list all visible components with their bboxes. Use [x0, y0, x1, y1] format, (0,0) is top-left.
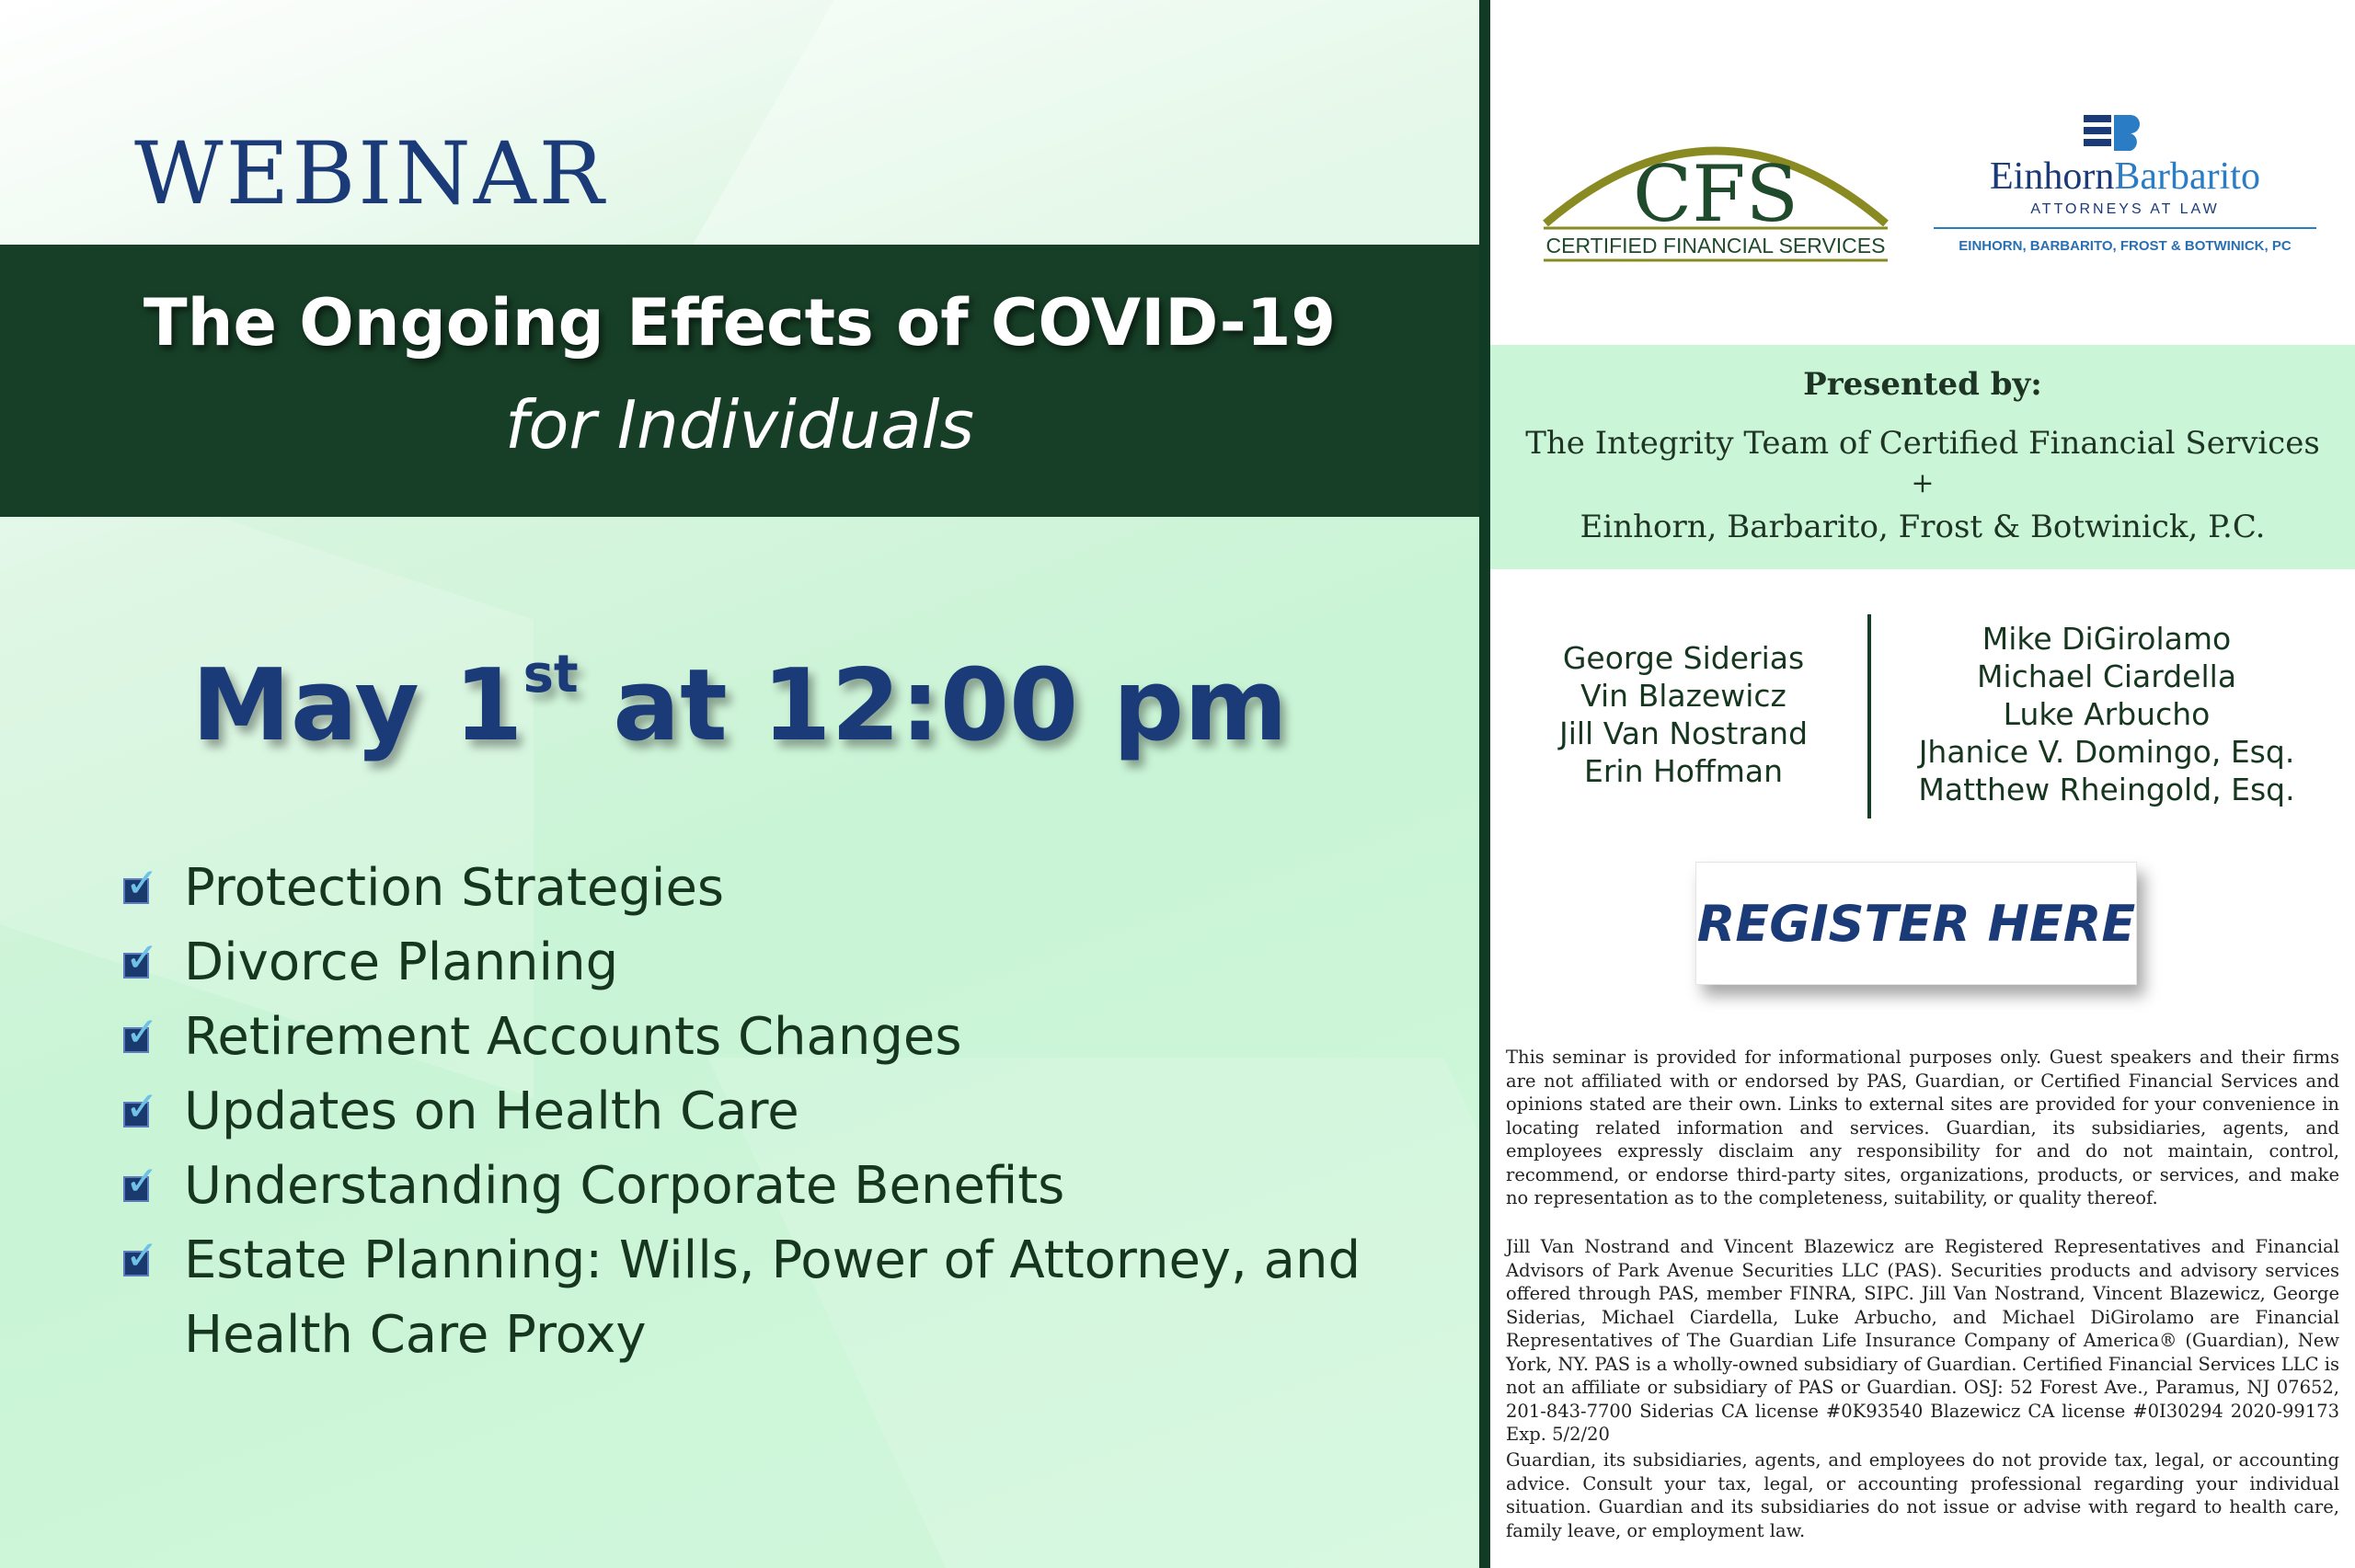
topic-item [120, 1000, 1407, 1074]
topic-label: Divorce Planning [184, 933, 619, 992]
checkbox-icon: ✓ [125, 1083, 159, 1130]
topic-item [120, 1149, 1407, 1223]
topic-list [120, 851, 1407, 1372]
speaker-name: Luke Arbucho [2003, 696, 2211, 732]
disclaimer-paragraph: Guardian, its subsidiaries, agents, and employees do not provide tax, legal, or accounting advice. Consult your tax, legal, or accounting professional regarding your individual situation. Guardian and its subsidiaries do not issue or advise with regard to health care, family leave, or employment law. [1506, 1449, 2339, 1541]
einhorn-barbarito-logo [1932, 110, 2318, 267]
topic-item-continued [120, 1298, 1407, 1372]
topic-label: Protection Strategies [184, 858, 725, 918]
topic-label: Estate Planning: Wills, Power of Attorney, and [184, 1230, 1361, 1290]
presenter-org-2: Einhorn, Barbarito, Frost & Botwinick, P.C. [1580, 509, 2266, 545]
topic-item [120, 925, 1407, 1000]
topic-label: Understanding Corporate Benefits [184, 1156, 1065, 1216]
register-button[interactable]: REGISTER HERE [1695, 862, 2137, 985]
speakers-divider [1867, 614, 1871, 818]
disclaimer-paragraph: This seminar is provided for informational purposes only. Guest speakers and their firms are not affiliated with or endorsed by PAS, Guardian, or Certified Financial Services and opinions stated are their own. Links to external sites are provided for your convenience in locating related information and services. Guardian, its subsidiaries, agents, and employees expressly disclaim any responsibility for and do not maintain, control, recommend, or endorse third-party sites, organizations, products, or services, and make no representation as to the completeness, suitability, or quality thereof. [1506, 1047, 2339, 1208]
speaker-name: Mike DiGirolamo [1982, 621, 2232, 657]
panel-divider [1479, 0, 1490, 1568]
checkbox-icon: ✓ [125, 1009, 159, 1056]
checkbox-icon: ✓ [125, 860, 159, 907]
topic-label: Updates on Health Care [184, 1082, 799, 1141]
speakers-right [1886, 620, 2327, 808]
topic-item [120, 1074, 1407, 1149]
presented-by-label: Presented by: [1803, 366, 2042, 403]
speaker-name: Erin Hoffman [1583, 753, 1783, 789]
webinar-title: The Ongoing Effects of COVID-19 [143, 285, 1337, 361]
cfs-logo-initials: CFS [1632, 149, 1799, 239]
event-date-day: May 1 [191, 648, 523, 763]
eb-logo-firm: EINHORN, BARBARITO, FROST & BOTWINICK, PC [1959, 238, 2292, 254]
cfs-logo [1536, 106, 1895, 267]
eb-logo-name: EinhornBarbarito [1990, 155, 2260, 198]
checkbox-icon: ✓ [125, 1158, 159, 1205]
speakers-left [1527, 639, 1840, 790]
speaker-name: Vin Blazewicz [1580, 678, 1786, 714]
topic-label: Health Care Proxy [184, 1305, 647, 1365]
details-panel [1490, 0, 2355, 1568]
topic-label: Retirement Accounts Changes [184, 1007, 962, 1067]
topic-item [120, 1223, 1407, 1298]
event-date-time: at 12:00 pm [613, 648, 1288, 763]
presenter-plus: + [1911, 467, 1935, 499]
webinar-label: WEBINAR [134, 124, 607, 224]
checkbox-icon: ✓ [125, 1232, 159, 1279]
topic-item [120, 851, 1407, 925]
speaker-name: Matthew Rheingold, Esq. [1918, 772, 2295, 807]
event-date-ordinal: st [523, 645, 579, 704]
checkbox-icon: ✓ [125, 934, 159, 981]
disclaimer-paragraph: Jill Van Nostrand and Vincent Blazewicz are Registered Representatives and Financial Advisors of Park Avenue Securities LLC (PAS). Securities products and advisory services offered through PAS, member FINRA, SIPC. Jill Van Nostrand, Vincent Blazewicz, George Siderias, Michael Ciardella, Luke Arbucho, and Michael DiGirolamo are Financial Representatives of The Guardian Life Insurance Company of America® (Guardian), New York, NY. PAS is a wholly-owned subsidiary of Guardian. Certified Financial Services LLC is not an affiliate or subsidiary of PAS or Guardian. OSJ: 52 Forest Ave., Paramus, NJ 07652, 201-843-7700 Siderias CA license #0K93540 Blazewicz CA license #0I30294 2020-99173 Exp. 5/2/20 [1506, 1236, 2339, 1445]
presenter-org-1: The Integrity Team of Certified Financial Services [1525, 425, 2320, 462]
event-date [0, 645, 1479, 763]
webinar-subtitle: for Individuals [504, 386, 975, 464]
speaker-name: Michael Ciardella [1976, 658, 2237, 694]
speaker-name: Jill Van Nostrand [1558, 715, 1809, 751]
speaker-name: Jhanice V. Domingo, Esq. [1918, 734, 2295, 770]
eb-logo-tagline: ATTORNEYS AT LAW [2030, 201, 2220, 217]
cfs-logo-name: CERTIFIED FINANCIAL SERVICES [1545, 234, 1886, 258]
speaker-name: George Siderias [1562, 640, 1805, 676]
